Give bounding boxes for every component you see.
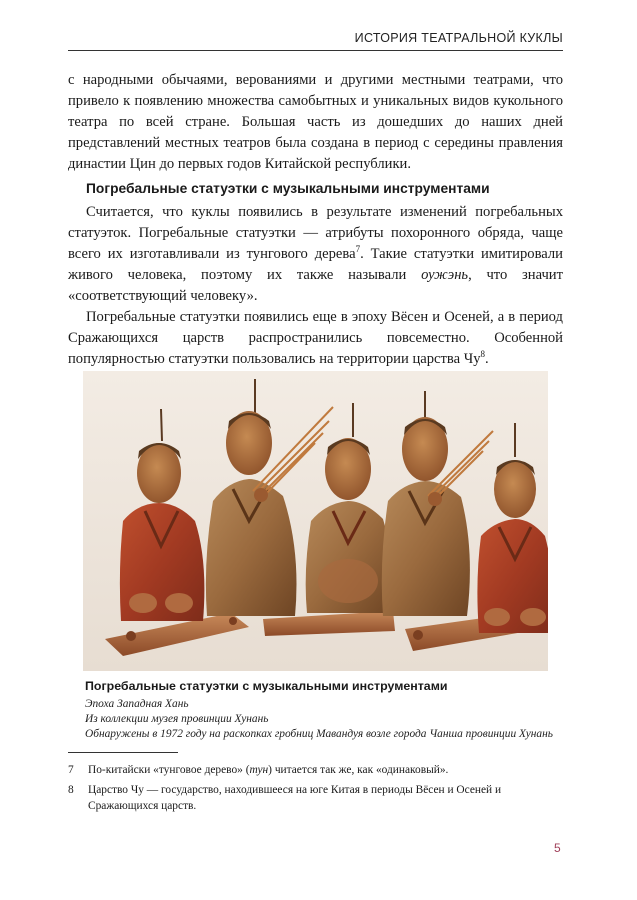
caption-collection: Из коллекции музея провинции Хунань — [85, 713, 269, 725]
footnote-ref-7: 7 — [355, 244, 361, 255]
header-rule — [68, 50, 563, 51]
figurines-photo — [83, 371, 548, 671]
p1-term: оужэнь — [421, 267, 469, 283]
caption-discovery: Обнаружены в 1972 году на раскопках гробниц Мавандуя возле города Чанша провинции Хунань — [85, 728, 553, 740]
p2-part-b: . — [485, 351, 489, 367]
footnote-8 — [68, 782, 563, 814]
running-head: ИСТОРИЯ ТЕАТРАЛЬНОЙ КУКЛЫ — [354, 31, 563, 45]
footnote-rule — [68, 752, 178, 753]
footnote-text-end: ) читается так же, как «одинаковый». — [268, 764, 449, 776]
page-number: 5 — [554, 841, 561, 855]
footnote-term: тун — [249, 764, 269, 776]
p1-part-b: . Такие статуэтки имитировали живого человека, поэтому их также называли — [68, 246, 563, 283]
caption-era: Эпоха Западная Хань — [85, 698, 189, 710]
footnote-text: По-китайски «тунговое дерево» ( — [88, 764, 250, 776]
paragraph-2 — [68, 307, 563, 370]
section-body — [68, 202, 563, 370]
figure-caption-title: Погребальные статуэтки с музыкальными инструментами — [85, 679, 448, 693]
section-heading: Погребальные статуэтки с музыкальными инструментами — [86, 181, 490, 196]
p1-part-a: Считается, что куклы появились в результате изменений погребальных статуэток. Погребальные статуэтки — атрибуты похоронного обряда, чаще всего их изготавливали из тунгового дерева — [68, 204, 563, 262]
footnote-number: 8 — [68, 784, 74, 796]
footnote-7 — [68, 762, 563, 778]
intro-paragraph — [68, 70, 563, 175]
footnote-text: Царство Чу — государство, находившееся на юге Китая в периоды Вёсен и Осеней и Сражающихся царств. — [88, 784, 502, 812]
footnote-ref-8: 8 — [480, 349, 485, 360]
paragraph-1 — [68, 202, 563, 307]
p1-part-c: , что значит «соответствующий человеку». — [68, 267, 563, 304]
footnotes — [68, 762, 563, 818]
footnote-number: 7 — [68, 764, 74, 776]
p2-part-a: Погребальные статуэтки появились еще в эпоху Вёсен и Осеней, а в период Сражающихся царств распространились повсеместно. Особенной популярностью статуэтки пользовались на территории царства Чу — [68, 309, 563, 367]
figure-caption — [85, 697, 553, 742]
intro-paragraph-text: с народными обычаями, верованиями и другими местными театрами, что привело к появлению множества самобытных и уникальных видов кукольного театра по всей стране. Большая часть из дошедших до наших дней представлений местных театров была создана в период с середины правления династии Цин до первых годов Китайской республики. — [68, 72, 563, 172]
